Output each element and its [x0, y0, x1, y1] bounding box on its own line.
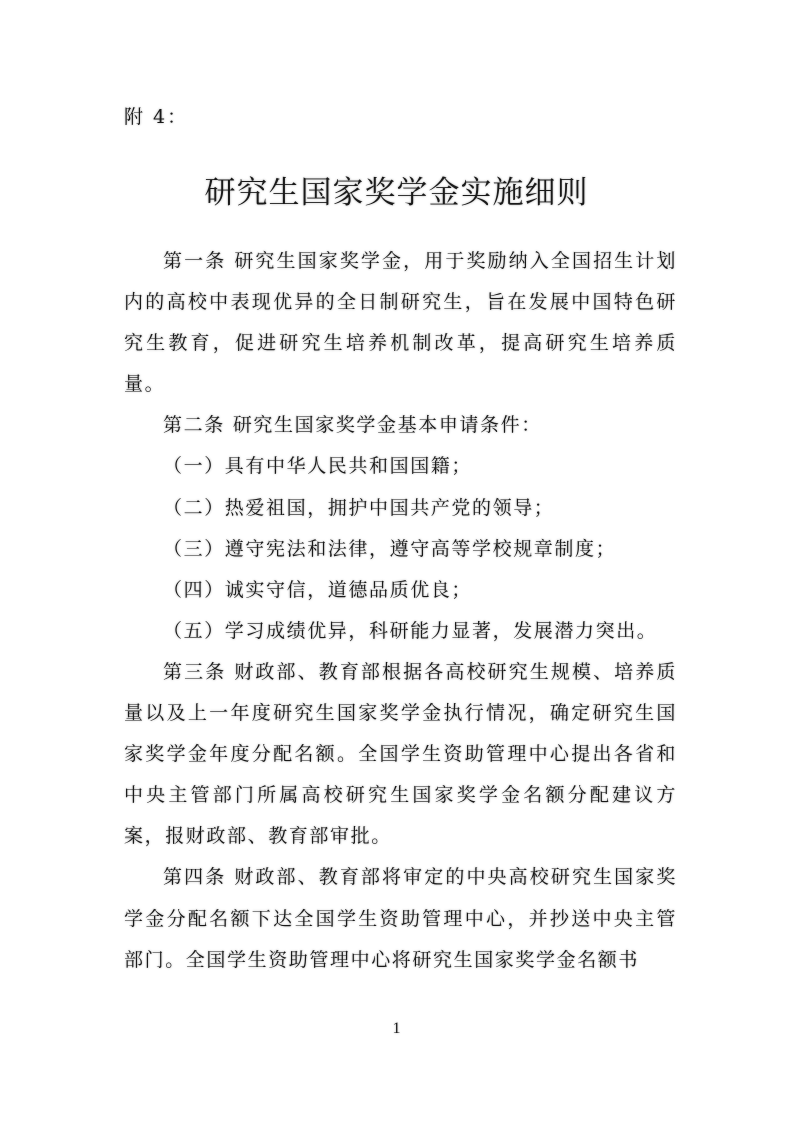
page-number: 1 — [392, 1020, 401, 1037]
article-1 — [124, 241, 677, 405]
article-heading: 第一条 — [163, 250, 227, 272]
article-heading: 第二条 — [163, 414, 225, 437]
article-2 — [124, 405, 677, 446]
article-text: 财政部、教育部根据各高校研究生规模、培养质量以及上一年度研究生国家奖学金执行情况，确定研究生国家奖学金年度分配名额。全国学生资助管理中心提出各省和中央主管部门所属高校研究生国家奖学金名额分配建议方案，报财政部、教育部审批。 — [124, 660, 677, 848]
article-heading: 第四条 — [163, 866, 227, 889]
article-text: 研究生国家奖学金基本申请条件： — [232, 414, 542, 437]
condition-4: （四）诚实守信，道德品质优良； — [163, 578, 473, 601]
article-text: 财政部、教育部将审定的中央高校研究生国家奖学金分配名额下达全国学生资助管理中心，并抄送中央主管部门。全国学生资助管理中心将研究生国家奖学金名额书 — [124, 866, 677, 971]
article-4 — [124, 857, 677, 980]
article-heading: 第三条 — [163, 660, 227, 683]
condition-2: （二）热爱祖国，拥护中国共产党的领导； — [163, 496, 555, 519]
condition-1: （一）具有中华人民共和国国籍； — [163, 455, 473, 478]
attachment-label: 附 4： — [124, 106, 189, 128]
document-title: 研究生国家奖学金实施细则 — [204, 175, 589, 211]
document-body — [124, 241, 677, 981]
condition-5: （五）学习成绩优异，科研能力显著，发展潜力突出。 — [163, 619, 658, 642]
condition-3: （三）遵守宪法和法律，遵守高等学校规章制度； — [163, 537, 617, 560]
article-3 — [124, 652, 677, 857]
article-text: 研究生国家奖学金，用于奖励纳入全国招生计划内的高校中表现优异的全日制研究生，旨在发展中国特色研究生教育，促进研究生培养机制改革，提高研究生培养质量。 — [124, 250, 677, 396]
